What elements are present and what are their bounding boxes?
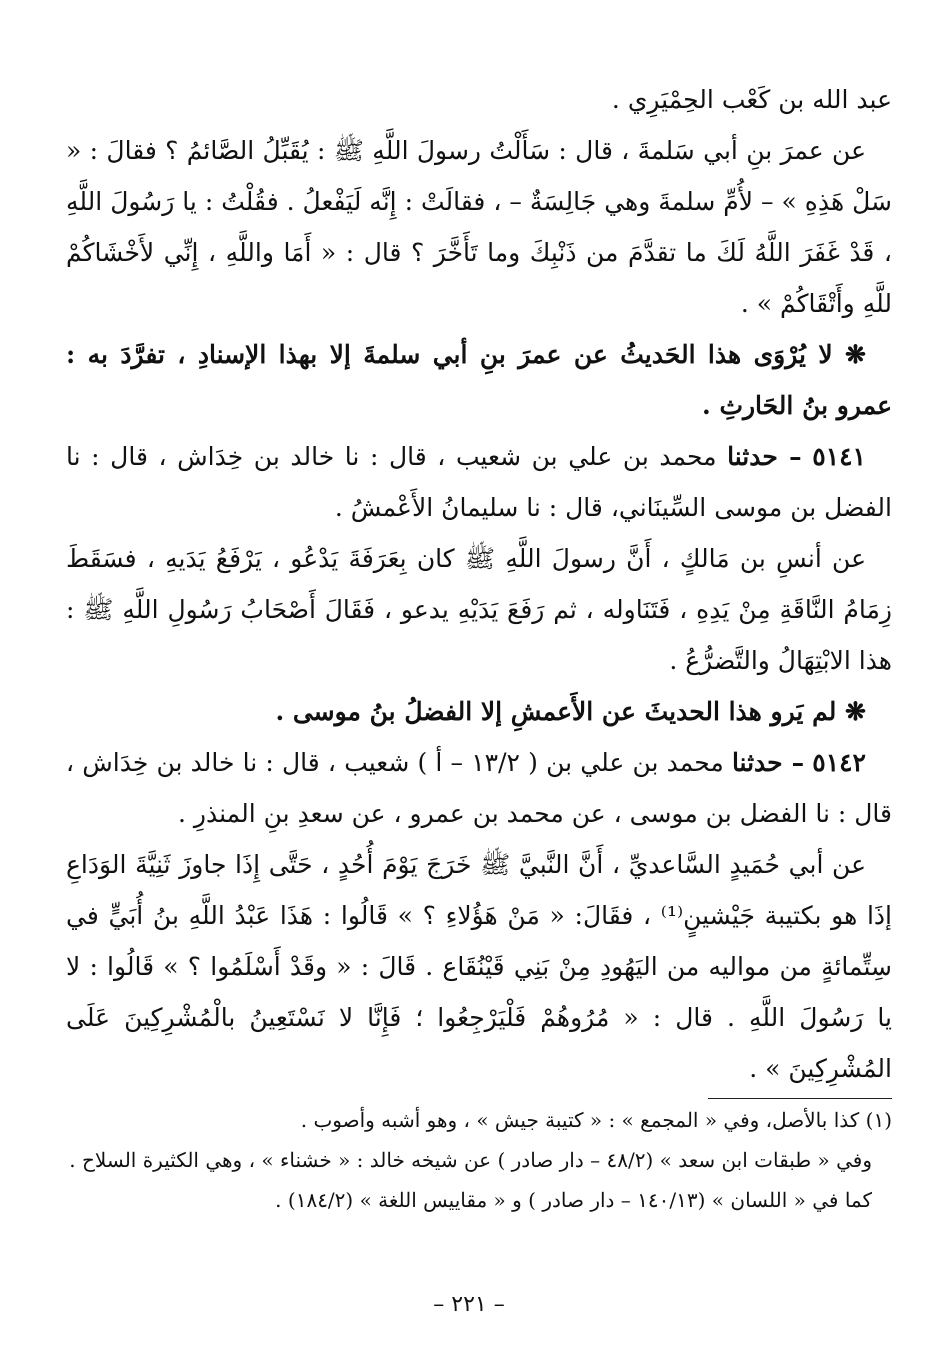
hadith-lead: – حدثنا — [727, 442, 802, 471]
hadith-number: ٥١٤١ — [812, 442, 866, 471]
paragraph-note: ❋ لا يُرْوَى هذا الحَديثُ عن عمرَ بنِ أبي سلمةَ إلا بهذا الإسنادِ ، تفرَّدَ به : عمرو بنُ الحَارثِ . — [66, 340, 892, 420]
hadith-lead: – حدثنا — [731, 748, 805, 777]
paragraph-hadith-5141-matn: عن أنسِ بن مَالكٍ ، أَنَّ رسولَ اللَّهِ ﷺ كان بِعَرَفَةَ يَدْعُو ، يَرْفَعُ يَدَيهِ ، فسَقَطَ زِمَامُ النَّاقَةِ مِنْ يَدِهِ ، فَتَنَاوله ، ثم رَفَعَ يَدَيْهِ يدعو ، فَقَالَ أَصْحَابُ رَسُولِ اللَّهِ ﷺ : هذا الابْتِهَالُ والتَّضرُّعُ . — [66, 544, 892, 675]
paragraph-hadith-5142-matn: عن أبي حُمَيدٍ السَّاعديِّ ، أَنَّ النَّبيَّ ﷺ خَرَجَ يَوْمَ أُحُدٍ ، حَتَّى إِذَا جاوزَ ثَنِيَّةَ الوَدَاعِ إذَا هو بكتيبة جَيْشينٍ⁽¹⁾ ، فقَالَ: « مَنْ هَؤُلاءِ ؟ » قَالُوا : هَذَا عَبْدُ اللَّهِ بنُ أُبَيٍّ في سِتِّمائةٍ من مواليه من اليَهُودِ مِنْ بَنِي قَيْنُقَاع . قَالَ : « وقَدْ أَسْلَمُوا ؟ » قَالُوا : لا يا رَسُولَ اللَّهِ . قال : « مُرُوهُمْ فَلْيَرْجِعُوا ؛ فَإِنَّا لا نَسْتَعِينُ بالْمُشْرِكِينَ عَلَى المُشْرِكِينَ » . — [66, 850, 892, 1083]
footnote-2: وفي « طبقات ابن سعد » (٤٨/٢ – دار صادر ) عن شيخه خالد : « خشناء » ، وهي الكثيرة السلاح . كما في « اللسان » (١٤٠/١٣ – دار صادر ) و « مقاييس اللغة » (١٨٤/٢) . — [69, 1148, 872, 1212]
paragraph-note: ❋ لم يَرو هذا الحديثَ عن الأَعمشِ إلا الفضلُ بنُ موسى . — [275, 697, 866, 726]
footnotes — [66, 1100, 892, 1220]
paragraph-hadith-5141-isnad — [66, 431, 892, 533]
paragraph-narrator-continuation: عبد الله بن كَعْب الحِمْيَرِي . — [611, 85, 892, 114]
paragraph-hadith-5142-isnad — [66, 737, 892, 839]
hadith-isnad-text: محمد بن علي بن شعيب ، قال : نا خالد بن خِدَاش ، قال : نا الفضل بن موسى السِّينَاني، قال : نا سليمانُ الأَعْمشُ . — [66, 442, 892, 522]
main-text — [66, 74, 892, 1094]
hadith-number: ٥١٤٢ — [812, 748, 866, 777]
paragraph-hadith-text: عن عمرَ بنِ أبي سَلمةَ ، قال : سَأَلْتُ رسولَ اللَّهِ ﷺ : يُقَبِّلُ الصَّائمُ ؟ فقالَ : « سَلْ هَذِهِ » – لأُمِّ سلمةَ وهي جَالِسَةٌ – ، فقالَتْ : إِنَّه لَيَفْعلُ . فقُلْتُ : يا رَسُولَ اللَّهِ ، قَدْ غَفَرَ اللَّهُ لَكَ ما تقدَّمَ من ذَنْبِكَ وما تَأَخَّرَ ؟ قال : « أَمَا واللَّهِ ، إِنِّي لأَخْشَاكُمْ للَّهِ وأَتْقَاكُمْ » . — [66, 136, 892, 318]
footnote-1: (١) كذا بالأصل، وفي « المجمع » : « كتيبة جيش » ، وهو أشبه وأصوب . — [300, 1108, 892, 1132]
footnote-divider — [708, 1098, 892, 1099]
hadith-isnad-text: محمد بن علي بن ( ١٣/٢ – أ ) شعيب ، قال : نا خالد بن خِدَاش ، قال : نا الفضل بن موسى ، عن محمد بن عمرو ، عن سعدِ بنِ المنذرِ . — [66, 748, 892, 828]
page-number: – ٢٢١ – — [433, 1292, 505, 1317]
